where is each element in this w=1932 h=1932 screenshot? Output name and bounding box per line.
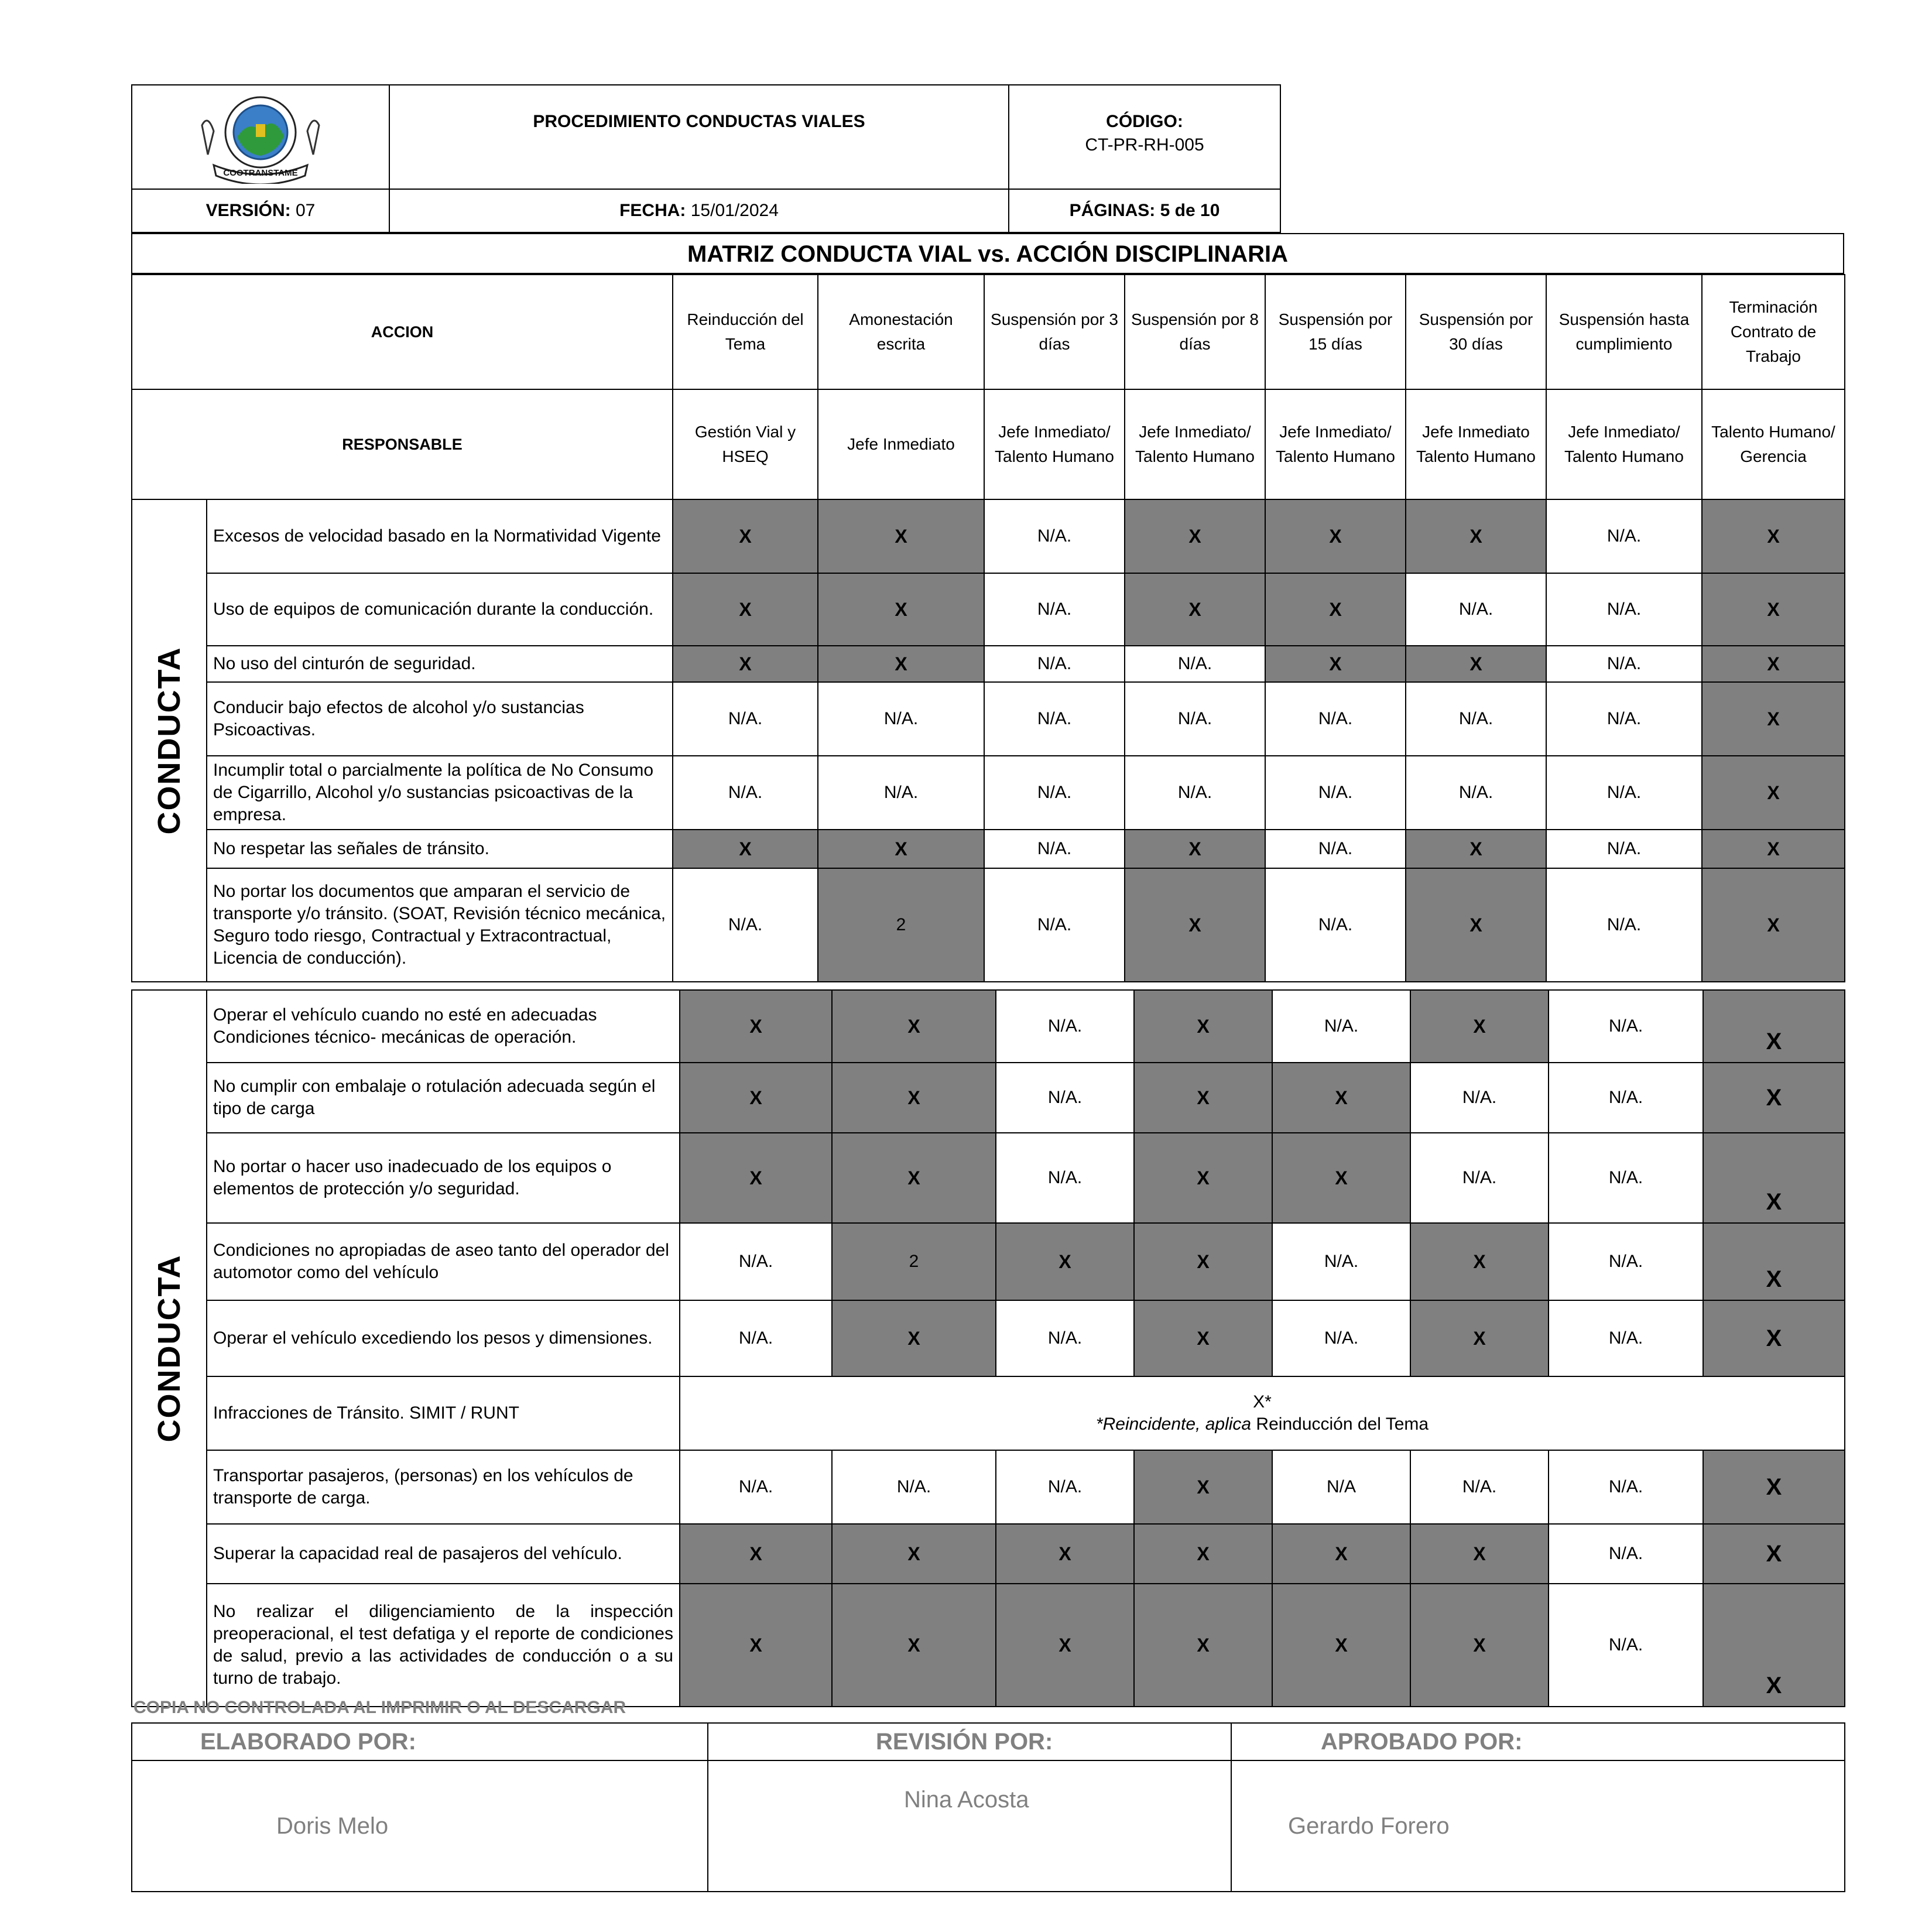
matrix-cell: X xyxy=(1702,868,1845,982)
matrix-cell: X xyxy=(1702,682,1845,756)
matrix-cell: N/A. xyxy=(984,499,1125,573)
matrix-cell: X xyxy=(1410,1524,1549,1584)
matrix-cell: N/A. xyxy=(1546,499,1702,573)
matrix-cell: X xyxy=(1410,1584,1549,1707)
reincidence-note-text: Reinducción del Tema xyxy=(1251,1414,1429,1434)
table-row xyxy=(132,1223,1845,1300)
matrix-cell: X xyxy=(832,1300,996,1376)
table-row xyxy=(132,1524,1845,1584)
matrix-cell: X xyxy=(1265,499,1406,573)
responsable-label: RESPONSABLE xyxy=(132,389,673,499)
responsable-header-row xyxy=(132,389,1845,499)
responsable-header: Jefe Inmediato/ Talento Humano xyxy=(1546,389,1702,499)
matrix-cell: N/A. xyxy=(984,682,1125,756)
table-row xyxy=(132,1300,1845,1376)
matrix-cell: X xyxy=(1134,1584,1272,1707)
matrix-cell: X xyxy=(680,1584,832,1707)
matrix-cell: X xyxy=(832,1063,996,1133)
matrix-cell: X xyxy=(1125,830,1265,868)
conduct-label: No cumplir con embalaje o rotulación adecuada según el tipo de carga xyxy=(207,1063,680,1133)
matrix-cell: N/A. xyxy=(1546,756,1702,830)
matrix-cell: X xyxy=(1134,1524,1272,1584)
matrix-cell: N/A. xyxy=(673,682,818,756)
matrix-cell: X xyxy=(1702,499,1845,573)
company-logo xyxy=(132,85,389,189)
table-row xyxy=(132,1376,1845,1450)
conduct-label: Incumplir total o parcialmente la política de No Consumo de Cigarrillo, Alcohol y/o sustancias psicoactivas de la empresa. xyxy=(207,756,673,830)
matrix-cell: X xyxy=(1703,1584,1845,1707)
table-row xyxy=(132,1063,1845,1133)
responsable-header: Gestión Vial y HSEQ xyxy=(673,389,818,499)
conduct-label: Operar el vehículo excediendo los pesos y dimensiones. xyxy=(207,1300,680,1376)
date-value: 15/01/2024 xyxy=(690,201,779,220)
action-header: Suspensión por 15 días xyxy=(1265,275,1406,389)
matrix-cell: X xyxy=(1703,1450,1845,1524)
matrix-cell: X xyxy=(680,990,832,1063)
code-value: CT-PR-RH-005 xyxy=(1085,135,1204,155)
matrix-cell: N/A xyxy=(1272,1450,1410,1524)
reincidence-note-italic: *Reincidente, aplica xyxy=(1095,1414,1252,1434)
matrix-cell: N/A. xyxy=(984,868,1125,982)
matrix-cell: X xyxy=(1703,1063,1845,1133)
matrix-cell: X xyxy=(1703,990,1845,1063)
pages-cell xyxy=(1009,189,1280,232)
matrix-cell: X xyxy=(1703,1524,1845,1584)
conduct-label: Transportar pasajeros, (personas) en los vehículos de transporte de carga. xyxy=(207,1450,680,1524)
reincidence-mark: X* xyxy=(1253,1392,1272,1412)
version-label: VERSIÓN: xyxy=(205,201,291,220)
document-title: PROCEDIMIENTO CONDUCTAS VIALES xyxy=(533,112,865,131)
responsable-header: Jefe Inmediato/ Talento Humano xyxy=(1125,389,1265,499)
conduct-label: No portar los documentos que amparan el servicio de transporte y/o tránsito. (SOAT, Revisión técnico mecánica, Seguro todo riesgo, Contractual y Extracontractual, Licencia de conducción). xyxy=(207,868,673,982)
matrix-cell: N/A. xyxy=(1410,1133,1549,1223)
matrix-cell: X xyxy=(1703,1133,1845,1223)
conduct-label: Uso de equipos de comunicación durante la conducción. xyxy=(207,573,673,646)
matrix-cell: X xyxy=(1406,830,1546,868)
matrix-cell: X xyxy=(996,1584,1134,1707)
matrix-cell: X xyxy=(832,1524,996,1584)
action-header-row xyxy=(132,275,1845,389)
matrix-cell: N/A. xyxy=(1549,1524,1703,1584)
section-label-conducta: CONDUCTA xyxy=(132,990,207,1707)
document-header xyxy=(131,84,1281,233)
matrix-cell: N/A. xyxy=(996,1450,1134,1524)
matrix-cell: N/A. xyxy=(996,990,1134,1063)
responsable-header: Jefe Inmediato/ Talento Humano xyxy=(984,389,1125,499)
matrix-cell: X xyxy=(1134,1300,1272,1376)
reincidence-note-cell xyxy=(680,1376,1845,1450)
table-row xyxy=(132,573,1845,646)
conduct-label: Conducir bajo efectos de alcohol y/o sustancias Psicoactivas. xyxy=(207,682,673,756)
pages-label: PÁGINAS: xyxy=(1069,201,1156,220)
matrix-cell: N/A. xyxy=(1549,1223,1703,1300)
matrix-cell: X xyxy=(1125,499,1265,573)
matrix-cell: N/A. xyxy=(1265,868,1406,982)
table-row xyxy=(132,830,1845,868)
table-row xyxy=(132,756,1845,830)
matrix-cell: X xyxy=(1410,990,1549,1063)
matrix-cell: N/A. xyxy=(673,756,818,830)
matrix-cell: N/A. xyxy=(1549,1584,1703,1707)
logo-text: COOTRANSTAME xyxy=(223,168,298,178)
matrix-cell: N/A. xyxy=(996,1063,1134,1133)
table-row xyxy=(132,499,1845,573)
matrix-table-part1 xyxy=(131,274,1845,982)
table-row xyxy=(132,868,1845,982)
matrix-cell: X xyxy=(1134,1223,1272,1300)
code-cell xyxy=(1009,85,1280,189)
matrix-cell: N/A. xyxy=(1125,756,1265,830)
conduct-label: Superar la capacidad real de pasajeros del vehículo. xyxy=(207,1524,680,1584)
document-title-cell xyxy=(389,85,1009,189)
matrix-cell: N/A. xyxy=(680,1300,832,1376)
matrix-cell: X xyxy=(832,990,996,1063)
matrix-cell: N/A. xyxy=(1549,1063,1703,1133)
matrix-cell: N/A. xyxy=(680,1450,832,1524)
revision-label: REVISIÓN POR: xyxy=(708,1723,1231,1760)
matrix-cell: N/A. xyxy=(1410,1063,1549,1133)
matrix-cell: N/A. xyxy=(680,1223,832,1300)
matrix-cell: N/A. xyxy=(1546,646,1702,682)
matrix-cell: X xyxy=(1406,646,1546,682)
matrix-cell: X xyxy=(996,1524,1134,1584)
action-header: Suspensión por 8 días xyxy=(1125,275,1265,389)
matrix-cell: N/A. xyxy=(984,756,1125,830)
matrix-cell: X xyxy=(1134,990,1272,1063)
matrix-cell: N/A. xyxy=(1265,830,1406,868)
matrix-table-part2 xyxy=(131,989,1845,1707)
matrix-cell: X xyxy=(1134,1063,1272,1133)
table-row xyxy=(132,1450,1845,1524)
matrix-cell: X xyxy=(1703,1223,1845,1300)
matrix-cell: N/A. xyxy=(818,756,984,830)
matrix-cell: N/A. xyxy=(1265,682,1406,756)
matrix-cell: X xyxy=(1406,499,1546,573)
conduct-label: No portar o hacer uso inadecuado de los equipos o elementos de protección y/o seguridad. xyxy=(207,1133,680,1223)
elaborado-name: Doris Melo xyxy=(132,1760,708,1892)
matrix-cell: X xyxy=(673,830,818,868)
table-row xyxy=(132,1133,1845,1223)
section-label-conducta: CONDUCTA xyxy=(132,499,207,982)
matrix-cell: N/A. xyxy=(984,646,1125,682)
matrix-cell: N/A. xyxy=(984,830,1125,868)
matrix-cell: X xyxy=(818,646,984,682)
matrix-cell: N/A. xyxy=(1265,756,1406,830)
copy-notice: COPIA NO CONTROLADA AL IMPRIMIR O AL DESCARGAR xyxy=(133,1698,626,1717)
action-header: Suspensión hasta cumplimiento xyxy=(1546,275,1702,389)
version-value: 07 xyxy=(296,201,316,220)
matrix-cell: X xyxy=(1406,868,1546,982)
action-header: Amonestación escrita xyxy=(818,275,984,389)
table-row xyxy=(132,990,1845,1063)
matrix-cell: 2 xyxy=(818,868,984,982)
matrix-cell: X xyxy=(1265,646,1406,682)
responsable-header: Jefe Inmediato/ Talento Humano xyxy=(1265,389,1406,499)
matrix-cell: X xyxy=(1410,1223,1549,1300)
matrix-title: MATRIZ CONDUCTA VIAL vs. ACCIÓN DISCIPLINARIA xyxy=(131,233,1844,274)
aprobado-name: Gerardo Forero xyxy=(1231,1760,1845,1892)
matrix-cell: X xyxy=(673,573,818,646)
matrix-cell: X xyxy=(1125,573,1265,646)
revision-name: Nina Acosta xyxy=(708,1760,1231,1892)
elaborado-label: ELABORADO POR: xyxy=(132,1723,708,1760)
matrix-cell: X xyxy=(818,830,984,868)
matrix-cell: N/A. xyxy=(1406,756,1546,830)
matrix-cell: X xyxy=(1702,756,1845,830)
table-row xyxy=(132,646,1845,682)
matrix-cell: X xyxy=(1134,1450,1272,1524)
matrix-cell: X xyxy=(680,1133,832,1223)
matrix-cell: N/A. xyxy=(1546,830,1702,868)
action-header: Terminación Contrato de Trabajo xyxy=(1702,275,1845,389)
matrix-cell: N/A. xyxy=(1546,868,1702,982)
matrix-cell: N/A. xyxy=(996,1300,1134,1376)
matrix-cell: X xyxy=(1410,1300,1549,1376)
matrix-cell: X xyxy=(1272,1584,1410,1707)
matrix-cell: N/A. xyxy=(1272,1300,1410,1376)
matrix-cell: X xyxy=(1702,646,1845,682)
action-header: Reinducción del Tema xyxy=(673,275,818,389)
matrix-cell: X xyxy=(680,1063,832,1133)
matrix-cell: N/A. xyxy=(1272,1223,1410,1300)
matrix-cell: N/A. xyxy=(1549,1450,1703,1524)
responsable-header: Jefe Inmediato xyxy=(818,389,984,499)
matrix-cell: N/A. xyxy=(1410,1450,1549,1524)
pages-value: 5 de 10 xyxy=(1160,201,1220,220)
responsable-header: Jefe Inmediato Talento Humano xyxy=(1406,389,1546,499)
conduct-label: Condiciones no apropiadas de aseo tanto del operador del automotor como del vehículo xyxy=(207,1223,680,1300)
matrix-cell: X xyxy=(1265,573,1406,646)
matrix-cell: X xyxy=(1125,868,1265,982)
aprobado-label: APROBADO POR: xyxy=(1231,1723,1845,1760)
matrix-cell: X xyxy=(680,1524,832,1584)
matrix-cell: X xyxy=(996,1223,1134,1300)
conduct-label: No respetar las señales de tránsito. xyxy=(207,830,673,868)
table-row xyxy=(132,682,1845,756)
matrix-cell: X xyxy=(1134,1133,1272,1223)
table-row xyxy=(132,1584,1845,1707)
matrix-cell: X xyxy=(1703,1300,1845,1376)
action-header: Suspensión por 3 días xyxy=(984,275,1125,389)
version-cell xyxy=(132,189,389,232)
date-cell xyxy=(389,189,1009,232)
matrix-cell: N/A. xyxy=(1125,682,1265,756)
signature-table xyxy=(131,1722,1845,1892)
matrix-cell: X xyxy=(1272,1524,1410,1584)
conduct-label: Infracciones de Tránsito. SIMIT / RUNT xyxy=(207,1376,680,1450)
conduct-label: No realizar el diligenciamiento de la inspección preoperacional, el test defatiga y el reporte de condiciones de salud, previo a las actividades de conducción o a su turno de trabajo. xyxy=(207,1584,680,1707)
matrix-cell: X xyxy=(818,573,984,646)
matrix-cell: N/A. xyxy=(673,868,818,982)
matrix-cell: X xyxy=(1272,1133,1410,1223)
conduct-label: Excesos de velocidad basado en la Normatividad Vigente xyxy=(207,499,673,573)
matrix-cell: X xyxy=(673,499,818,573)
matrix-cell: N/A. xyxy=(1549,990,1703,1063)
matrix-cell: X xyxy=(673,646,818,682)
matrix-cell: X xyxy=(832,1584,996,1707)
matrix-cell: N/A. xyxy=(1406,573,1546,646)
date-label: FECHA: xyxy=(619,201,686,220)
matrix-cell: X xyxy=(1272,1063,1410,1133)
logo-icon xyxy=(190,90,331,184)
conduct-label: No uso del cinturón de seguridad. xyxy=(207,646,673,682)
matrix-cell: N/A. xyxy=(1546,573,1702,646)
matrix-cell: N/A. xyxy=(818,682,984,756)
matrix-cell: N/A. xyxy=(1549,1133,1703,1223)
action-header: Suspensión por 30 días xyxy=(1406,275,1546,389)
matrix-cell: 2 xyxy=(832,1223,996,1300)
matrix-cell: N/A. xyxy=(1272,990,1410,1063)
matrix-cell: N/A. xyxy=(1546,682,1702,756)
matrix-cell: N/A. xyxy=(1125,646,1265,682)
responsable-header: Talento Humano/ Gerencia xyxy=(1702,389,1845,499)
matrix-cell: N/A. xyxy=(1406,682,1546,756)
matrix-cell: X xyxy=(1702,573,1845,646)
matrix-cell: X xyxy=(818,499,984,573)
code-label: CÓDIGO: xyxy=(1106,112,1183,131)
matrix-cell: N/A. xyxy=(1549,1300,1703,1376)
matrix-cell: N/A. xyxy=(996,1133,1134,1223)
matrix-cell: X xyxy=(1702,830,1845,868)
matrix-cell: X xyxy=(832,1133,996,1223)
accion-label: ACCION xyxy=(132,275,673,389)
matrix-cell: N/A. xyxy=(984,573,1125,646)
conduct-label: Operar el vehículo cuando no esté en adecuadas Condiciones técnico- mecánicas de operación. xyxy=(207,990,680,1063)
matrix-cell: N/A. xyxy=(832,1450,996,1524)
